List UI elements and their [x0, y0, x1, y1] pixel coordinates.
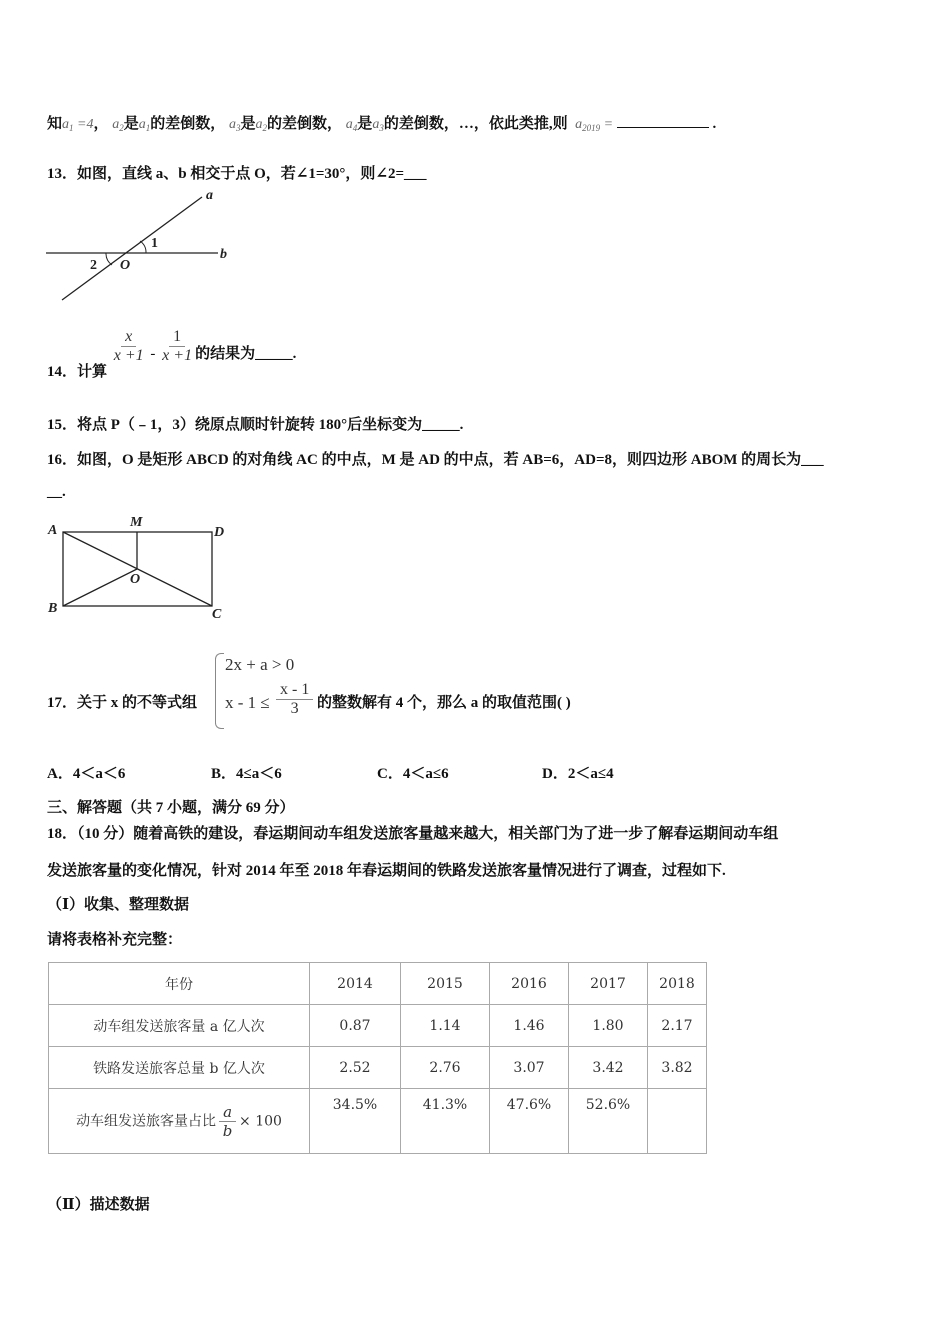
angle1-arc	[140, 241, 146, 253]
table-row	[49, 1047, 707, 1089]
table-cell: 34.5%	[310, 1089, 401, 1154]
text: 14．计算	[47, 363, 108, 380]
text: 的差倒数，	[150, 116, 226, 132]
table-cell: 2018	[648, 963, 707, 1005]
q15-text: 15．将点 P（﹣1，3）绕原点顺时针旋转 180°后坐标变为_____.	[47, 417, 464, 433]
table-cell-empty[interactable]	[648, 1089, 707, 1154]
text: 17．关于 x 的不等式组	[47, 695, 198, 711]
text: 是	[123, 116, 139, 132]
q18-instruction: 请将表格补充完整：	[47, 932, 183, 948]
table-cell: 1.14	[401, 1005, 490, 1047]
option-d[interactable]: D．2＜a≤4	[542, 766, 614, 782]
math: $a_1 =4$	[62, 117, 94, 133]
q16-text: 16．如图，O 是矩形 ABCD 的对角线 AC 的中点，M 是 AD 的中点，若 AB=6，AD=8，则四边形 ABOM 的周长为___	[47, 452, 824, 468]
line-a	[62, 197, 202, 300]
table-header-row	[49, 963, 707, 1005]
inequality-2-left: x - 1 ≤	[225, 693, 270, 712]
table-cell: 2.17	[648, 1005, 707, 1047]
section-heading: 三、解答题（共 7 小题，满分 69 分）	[47, 800, 295, 816]
q12-line	[47, 112, 716, 133]
fraction: $\frac{1}{x +1}$	[162, 328, 193, 364]
label-1: 1	[151, 236, 158, 251]
table-cell: 年份	[49, 963, 310, 1005]
label-a: a	[206, 188, 213, 203]
q13-figure	[40, 185, 240, 305]
text: 知	[47, 116, 63, 132]
label-b: b	[220, 247, 227, 262]
table-cell: 0.87	[310, 1005, 401, 1047]
segment-bo	[63, 569, 137, 606]
fraction: $\frac{x}{x +1}$	[113, 328, 144, 364]
text: ，	[93, 116, 109, 132]
label-B: B	[48, 601, 58, 616]
table-cell-ratio-label: 动车组发送旅客量占比 $\frac{a}{b}$ × 100	[49, 1089, 310, 1154]
label-A: A	[48, 523, 58, 538]
table-cell: 2015	[401, 963, 490, 1005]
label-M: M	[130, 515, 143, 530]
brace	[215, 653, 224, 729]
table-cell: 2014	[310, 963, 401, 1005]
table-cell: 动车组发送旅客量 a 亿人次	[49, 1005, 310, 1047]
math: $a_2$	[255, 117, 268, 133]
text: .	[712, 116, 717, 132]
math: $a_{2019}$ =	[575, 117, 614, 133]
text: 的差倒数，…，依此类推,则	[383, 116, 568, 132]
table-cell: 3.07	[490, 1047, 569, 1089]
text: 的整数解有 4 个，那么 a 的取值范围( )	[317, 695, 571, 711]
q18-part2: （Ⅱ）描述数据	[47, 1197, 150, 1213]
data-table	[48, 962, 707, 1154]
math: $a_4$	[345, 117, 358, 133]
option-a[interactable]: A．4＜a＜6	[47, 766, 126, 782]
text: 的差倒数，	[267, 116, 343, 132]
math: $a_2$	[112, 117, 124, 133]
text: 是	[240, 116, 256, 132]
fraction: $\frac{x - 1}{3}$	[276, 681, 313, 718]
table-cell: 2016	[490, 963, 569, 1005]
table-row	[49, 1005, 707, 1047]
q13-text: 13．如图，直线 a、b 相交于点 O，若∠1=30°，则∠2=___	[47, 166, 427, 182]
table-cell: 1.46	[490, 1005, 569, 1047]
q14-line	[47, 328, 297, 380]
q18-text: 18．（10 分）随着高铁的建设，春运期间动车组发送旅客量越来越大，相关部门为了进一步了解春运期间动车组	[47, 826, 779, 842]
text: 的结果为_____.	[195, 345, 297, 362]
table-cell: 47.6%	[490, 1089, 569, 1154]
table-cell: 3.82	[648, 1047, 707, 1089]
table-cell: 41.3%	[401, 1089, 490, 1154]
q16-text-cont: __.	[47, 484, 66, 500]
option-c[interactable]: C．4＜a≤6	[377, 766, 449, 782]
inequality-1: 2x + a > 0	[225, 655, 295, 674]
table-cell: 2.76	[401, 1047, 490, 1089]
label-D: D	[214, 525, 225, 540]
math: $a_3$	[372, 117, 384, 133]
table-row	[49, 1089, 707, 1154]
table-cell: 铁路发送旅客总量 b 亿人次	[49, 1047, 310, 1089]
label-o: O	[120, 258, 131, 273]
label-O: O	[130, 572, 141, 587]
text: 是	[357, 116, 373, 132]
q18-text: 发送旅客量的变化情况，针对 2014 年至 2018 年春运期间的铁路发送旅客量情况进行了调查，过程如下.	[47, 863, 726, 879]
text: -	[150, 345, 156, 362]
math: $a_3$	[229, 117, 241, 133]
table-cell: 3.42	[569, 1047, 648, 1089]
table-cell: 2.52	[310, 1047, 401, 1089]
table-cell: 2017	[569, 963, 648, 1005]
answer-blank	[617, 127, 709, 128]
table-cell: 1.80	[569, 1005, 648, 1047]
q18-part1: （Ⅰ）收集、整理数据	[47, 897, 190, 913]
q16-figure	[40, 510, 240, 625]
table-cell: 52.6%	[569, 1089, 648, 1154]
label-C: C	[212, 607, 222, 622]
label-2: 2	[90, 258, 97, 273]
math: $a_1$	[138, 117, 151, 133]
option-b[interactable]: B．4≤a＜6	[211, 766, 282, 782]
